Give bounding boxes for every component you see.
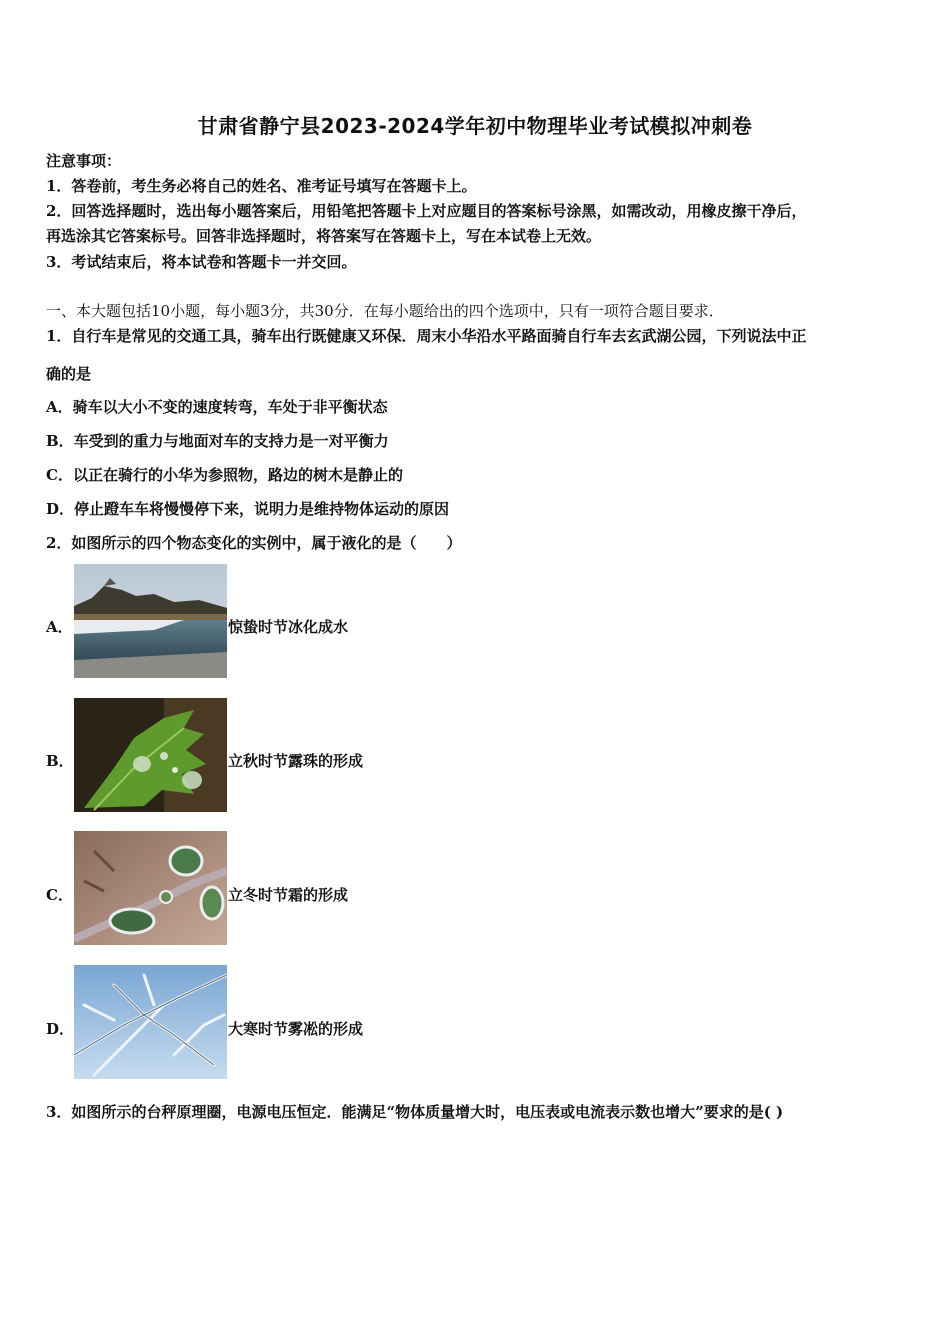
q2-option-c-caption: 立冬时节霜的形成 [228,886,349,904]
q1-option-b: B．车受到的重力与地面对车的支持力是一对平衡力 [46,432,389,450]
notice-item-1: 1．答卷前，考生务必将自己的姓名、准考证号填写在答题卡上。 [46,177,477,195]
dew-on-leaf-photo [74,698,227,812]
q1-stem-line1: 1．自行车是常见的交通工具，骑车出行既健康又环保．周末小华沿水平路面骑自行车去玄武湖公园，下列说法中正 [46,327,807,345]
notice-item-3: 3．考试结束后，将本试卷和答题卡一并交回。 [46,253,357,271]
q2-option-b-letter: B． [46,752,74,770]
ice-melting-lake-photo [74,564,227,678]
q1-option-c: C．以正在骑行的小华为参照物，路边的树木是静止的 [46,466,403,484]
q2-option-b-caption: 立秋时节露珠的形成 [228,752,364,770]
exam-title: 甘肃省静宁县2023-2024学年初中物理毕业考试模拟冲刺卷 [197,114,753,138]
q2-option-d-letter: D． [46,1020,75,1038]
frost-on-leaves-photo [74,831,227,945]
q2-option-a-caption: 惊蛰时节冰化成水 [228,618,349,636]
notice-heading: 注意事项： [46,152,122,170]
notice-item-2-cont: 再选涂其它答案标号。回答非选择题时，将答案写在答题卡上，写在本试卷上无效。 [46,227,602,245]
q3-stem: 3．如图所示的台秤原理圈，电源电压恒定．能满足“物体质量增大时，电压表或电流表示数也增大”要求的是( ) [46,1103,784,1121]
q2-stem: 2．如图所示的四个物态变化的实例中，属于液化的是（ ） [46,534,462,552]
notice-item-2: 2．回答选择题时，选出每小题答案后，用铅笔把答题卡上对应题目的答案标号涂黑，如需改动，用橡皮擦干净后， [46,202,807,220]
q2-option-c-letter: C． [46,886,73,904]
q1-stem-line2: 确的是 [46,365,92,383]
rime-on-branches-photo [74,965,227,1079]
q1-option-a: A．骑车以大小不变的速度转弯，车处于非平衡状态 [46,398,388,416]
q2-option-d-caption: 大寒时节雾凇的形成 [228,1020,364,1038]
q1-option-d: D．停止蹬车车将慢慢停下来，说明力是维持物体运动的原因 [46,500,450,518]
section-intro: 一、本大题包括10小题，每小题3分，共30分．在每小题给出的四个选项中，只有一项符合题目要求． [46,302,724,320]
q2-option-a-letter: A． [46,618,73,636]
